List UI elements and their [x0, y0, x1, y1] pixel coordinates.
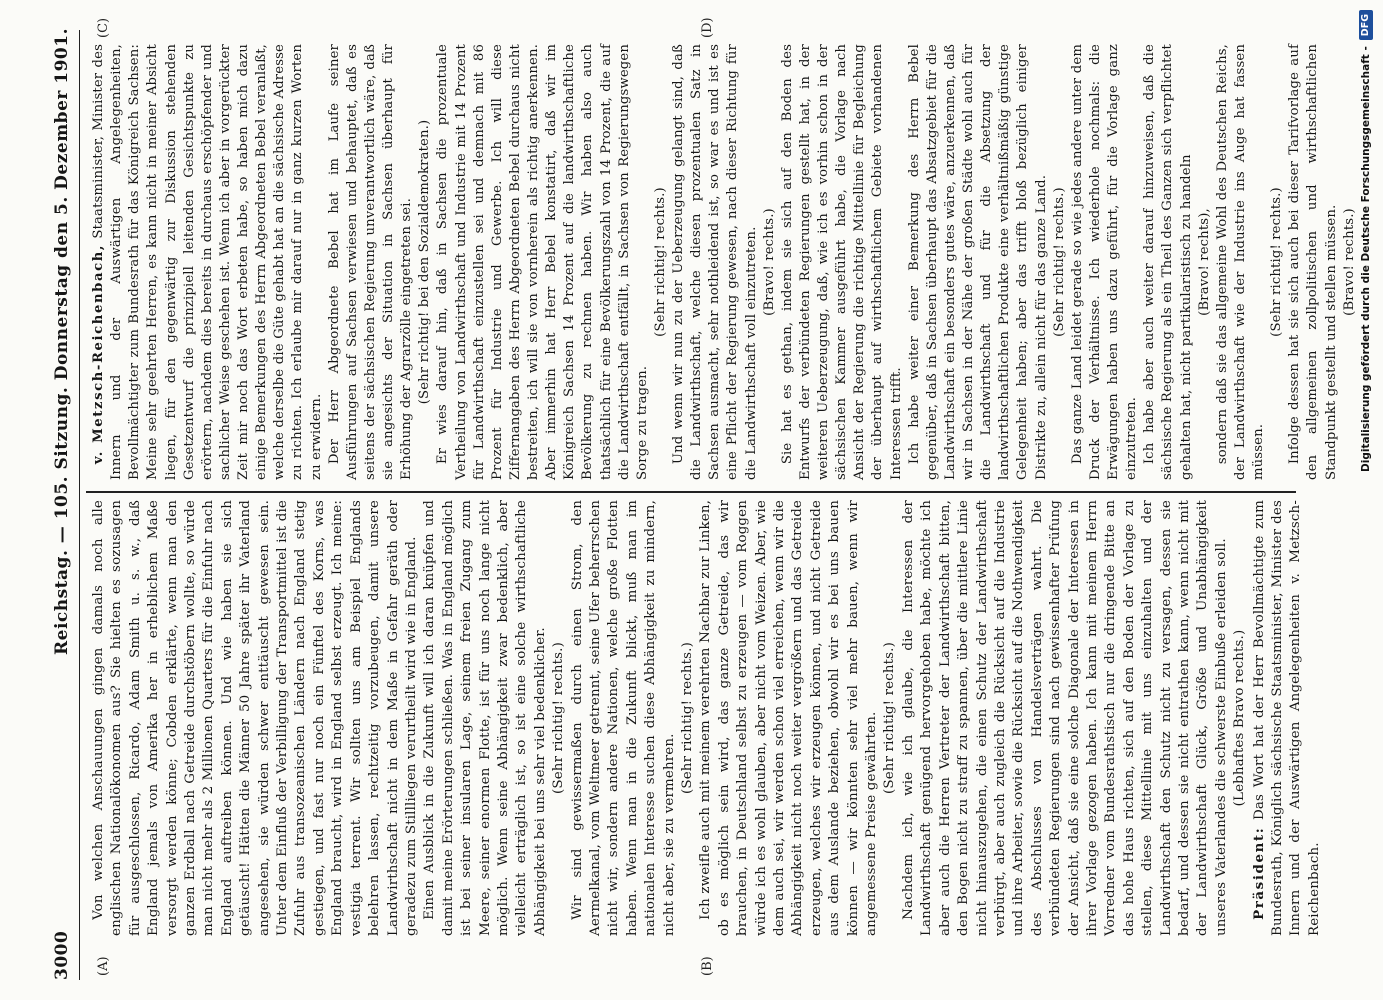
- paragraph: Nachdem ich, wie ich glaube, die Interessen der Landwirthschaft genügend hervorgehoben habe, möchte ich aber auch die Herren Vertreter der Landwirthschaft bitten, den Bogen nicht zu straff zu spannen, über die mittlere Linie nicht hinauszugehen, die einen Schutz der Landwirthschaft verbürgt, aber auch zugleich die Rücksicht auf die Industrie und ihre Arbeiter, sowie die Rücksicht auf die Nothwendigkeit des Abschlusses von Handelsverträgen wahrt. Die verbündeten Regierungen sind nach gewissenhafter Prüfung der Ansicht, daß sie eine solche Diagonale der Interessen in ihrer Vorlage gezogen haben. Ich kann mit meinem Herrn Vorredner vom Bundesrathstisch nur die dringende Bitte an das hohe Haus richten, sich auf den Boden der Vorlage zu stellen, diese Mittellinie mit uns einzuhalten und der Landwirthschaft den Schutz nicht zu versagen, dessen sie bedarf, und dessen sie nicht entrathen kann, wenn nicht mit der Landwirthschaft Glück, Größe und Unabhängigkeit unseres Vaterlandes die schwerste Einbuße erleiden soll.: [900, 500, 1229, 936]
- paragraph: Wir sind gewissermaßen durch einen Strom, den Aermelkanal, vom Weltmeer getrennt, seine Ufer beherrschen nicht wir, sondern andere Nationen, welche große Flotten haben. Wenn man in die Zukunft blickt, muß man im nationalen Interesse suchen diese Abhängigkeit zu mindern, nicht aber, sie zu vermehren.: [569, 500, 677, 936]
- page-number: 3000: [52, 930, 72, 980]
- digitization-credit: [1355, 10, 1377, 990]
- paragraph: Einen Ausblick in die Zukunft will ich daran knüpfen und damit meine Erörterungen schließen. Was in England möglich ist bei seiner insularen Lage, seinem freien Zugang zum Meere, seiner enormen Flotte, ist für uns noch lange nicht möglich. Wenn seine Abhängigkeit zwar bedenklich, aber vielleicht erträglich ist, so ist eine solche wirthschaftliche Abhängigkeit bei uns sehr viel bedenklicher.: [422, 500, 548, 936]
- running-title: Reichstag. — 105. Sitzung. Donnerstag den 5. Dezember 1901.: [52, 28, 72, 655]
- paragraph: Infolge dessen hat sie sich auch bei dieser Tarifvorlage auf den allgemeinen zollpolitischen und wirthschaftlichen Standpunkt gestellt und stellen müssen.: [1287, 44, 1339, 480]
- right-column: [90, 44, 1359, 480]
- paragraph: Der Herr Abgeordnete Bebel hat im Laufe seiner Ausführungen auf Sachsen verwiesen und behauptet, daß es seitens der sächsischen Regierung unverantwortlich wäre, daß sie angesichts der Situation in Sachsen überhaupt für Erhöhung der Agrarzölle eingetreten sei.: [326, 44, 415, 480]
- margin-marker-d: (D): [700, 17, 715, 38]
- paragraph: Und wenn wir nun zu der Ueberzeugung gelangt sind, daß die Landwirthschaft, welche diesen prozentualen Satz in Sachsen ausmacht, sehr nothleidend ist, so war es und ist es eine Pflicht der Regierung gewesen, nach dieser Richtung für die Landwirthschaft voll einzutreten.: [671, 44, 759, 480]
- applause-note: (Sehr richtig! rechts.): [680, 642, 695, 794]
- applause-note: (Lebhaftes Bravo rechts.): [1232, 629, 1248, 807]
- applause-note: (Sehr richtig! rechts.): [652, 187, 668, 337]
- paragraph: Sie hat es gethan, indem sie sich auf den Boden des Entwurfs der verbündeten Regierungen gestellt hat, in der weiteren Ueberzeugung, daß, wie ich es vorhin schon in der sächsischen Kammer ausgeführt habe, die Vorlage nach Ansicht der Regierung die richtige Mittellinie für Begleichung der überhaupt auf wirthschaftlichem Gebiete vorhandenen Interessen trifft.: [779, 44, 904, 480]
- paragraph: Das ganze Land leidet gerade so wie jedes andere unter dem Druck der Verhältnisse. Ich wiederhole nochmals: die Erwägungen haben uns dazu geführt, für die Vorlage ganz einzutreten.: [1069, 44, 1140, 480]
- margin-marker-c: (C): [96, 17, 111, 38]
- paragraph: Er wies darauf hin, daß in Sachsen die prozentuale Vertheilung von Landwirthschaft und Industrie mit 14 Prozent für Landwirthschaft einzustellen sei und demnach mit 86 Prozent für Industrie und Gewerbe. Ich will diese Ziffernangaben des Herrn Abgeordneten Bebel durchaus nicht bestreiten, ich will sie von vornherein als richtig anerkennen. Aber immerhin hat Herr Bebel konstatirt, daß wir im Königreich Sachsen 14 Prozent auf die landwirthschaftliche Bevölkerung zu rechnen haben. Wir haben also auch thatsächlich für eine Bevölkerungszahl von 14 Prozent, die auf die Landwirthschaft entfällt, in Sachsen von Regierungswegen Sorge zu tragen.: [435, 44, 650, 480]
- applause-note: (Sehr richtig! rechts.): [1051, 187, 1067, 337]
- applause-note: (Sehr richtig! bei den Sozialdemokraten.): [417, 119, 433, 405]
- speaker-text: Staatsminister, Minister des Innern und der Auswärtigen Angelegenheiten, Bevollmächtigter zum Bundesrath für das Königreich Sachsen: Meine sehr geehrten Herren, es kann nicht in meiner Absicht liegen, für den gegenwärtig zur Diskussion stehenden Gesetzentwurf die prinzipiell leitenden Gesichtspunkte zu erörtern, nachdem dies bereits in durchaus erschöpfender und sachlicher Weise geschehen ist. Wenn ich aber in vorgerückter Zeit mir noch das Wort erbeten habe, so haben mich dazu einige Bemerkungen des Herrn Abgeordneten Bebel veranlaßt, welche derselbe die Güte gehabt hat an die sächsische Adresse zu richten. Ich erlaube mir darauf nur in ganz kurzen Worten zu erwidern.: [91, 44, 324, 480]
- speaker-paragraph: [1250, 500, 1325, 936]
- paragraph: Von welchen Anschauungen gingen damals noch alle englischen Nationalökonomen aus? Sie hielten es sozusagen für ausgeschlossen, Ricardo, Adam Smith u. s. w., daß England jemals von Amerika her in erheblichem Maße versorgt werden könne; Cobden erklärte, wenn man den ganzen Erdball nach Getreide durchstöbern wollte, so würde man nicht mehr als 2 Millionen Quarters für die Einfuhr nach England auftreiben können. Und wie haben sie sich getäuscht! Hätten die Männer 50 Jahre später ihr Vaterland angesehen, sie würden schwer enttäuscht gewesen sein. Unter dem Einfluß der Verbilligung der Transportmittel ist die Zufuhr aus transozeanischen Ländern nach England stetig gestiegen, und fast nur noch ein Fünftel des Korns, was England braucht, wird in England selbst erzeugt. Ich meine: vestigia terrent. Wir sollten uns am Beispiel Englands belehren lassen, rechtzeitig vorzubeugen, damit unsere Landwirthschaft nicht in dem Maße in Gefahr geräth oder geradezu zum Stillliegen verurtheilt wird wie in England.: [91, 500, 419, 936]
- running-header: [52, 30, 78, 980]
- column-divider: [86, 492, 1296, 494]
- dfg-logo: DFG: [1359, 10, 1373, 40]
- applause-note: (Sehr richtig! rechts.): [882, 642, 898, 794]
- margin-marker-a: (A): [96, 956, 111, 976]
- paragraph: Ich habe weiter einer Bemerkung des Herrn Bebel gegenüber, daß in Sachsen überhaupt das Absatzgebiet für die Landwirthschaft ein besonders gutes wäre, anzuerkennen, daß wir in Sachsen in der Nähe der großen Städte wohl auch für die Landwirthschaft und für die Absetzung der landwirthschaftlichen Produkte eine verhältnißmäßig günstige Gelegenheit haben; aber das trifft bloß bezüglich einiger Distrikte zu, allein nicht für das ganze Land.: [906, 44, 1049, 480]
- speaker-paragraph: [90, 44, 326, 480]
- speaker-label: Präsident:: [1250, 826, 1267, 920]
- paragraph: Ich zweifle auch mit meinem verehrten Nachbar zur Linken, ob es möglich sein wird, das ganze Getreide, das wir brauchen, in Deutschland selbst zu erzeugen — vom Roggen würde ich es wohl glauben, aber nicht vom Weizen. Aber, wie dem auch sei, wir werden schon viel erreichen, wenn wir die Abhängigkeit nicht noch weiter vergrößern und das Getreide erzeugen, welches wir erzeugen können, und nicht Getreide aus dem Auslande beziehen, obwohl wir es bei uns bauen können — wir könnten sehr viel mehr bauen, wenn wir angemessene Preise gewährten.: [698, 500, 880, 936]
- applause-note: (Sehr richtig! rechts.): [551, 642, 567, 794]
- credit-text: Digitalisierung gefördert durch die Deutsche Forschungsgemeinschaft -: [1360, 46, 1372, 472]
- paragraph: Ich habe aber auch weiter darauf hinzuweisen, daß die sächsische Regierung als ein Theil des Ganzen sich verpflichtet gehalten hat, nicht partikularistisch zu handeln: [1142, 44, 1194, 480]
- applause-note: (Bravo! rechts),: [1196, 208, 1212, 316]
- left-column: [90, 500, 1324, 936]
- speaker-text: Das Wort hat der Herr Bevollmächtigte zum Bundesrath, Königlich sächsische Staatsminister, Minister des Innern und der Auswärtigen Angelegenheiten v. Metzsch-Reichenbach.: [1251, 500, 1322, 936]
- margin-marker-b: (B): [700, 956, 715, 976]
- applause-note: (Bravo! rechts.): [761, 208, 777, 316]
- speaker-name: v. Metzsch-Reichenbach,: [91, 243, 106, 465]
- header-rule: [79, 30, 80, 980]
- applause-note: (Bravo! rechts.): [1341, 208, 1357, 316]
- paragraph: sondern daß sie das allgemeine Wohl des Deutschen Reichs, der Landwirthschaft wie der Industrie ins Auge hat fassen müssen.: [1214, 44, 1266, 480]
- applause-note: (Sehr richtig! rechts.): [1269, 187, 1285, 337]
